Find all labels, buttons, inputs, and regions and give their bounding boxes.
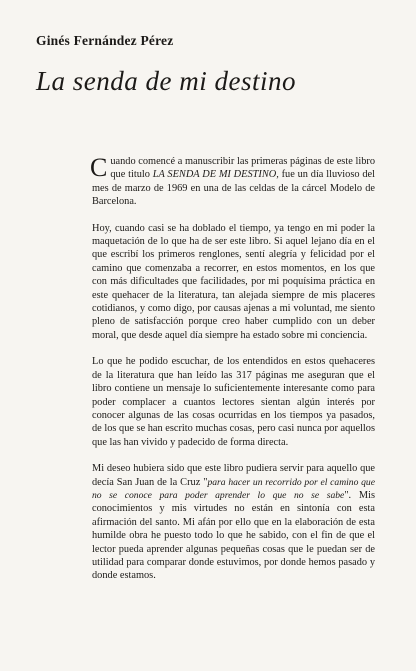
- paragraph-1-text-b: fue un día lluvioso del mes de marzo de 1969 en una de las celdas de la cárcel Modelo de Barcelona.: [92, 169, 375, 208]
- paragraph-1-text-a: uando comencé a manuscribir las primeras páginas de este libro que titulo: [110, 156, 375, 181]
- drop-cap: C: [90, 153, 108, 182]
- book-title: La senda de mi destino: [36, 66, 296, 96]
- paragraph-4-text-b: ". Mis conocimientos y mis virtudes no están en sintonía con esta afirmación del santo. Mi afán por ello que en la elaboración de esta humilde obra he puesto todo lo que he sabido, con el fin de que el lector pueda aprender algunas pequeñas cosas que le puedan ser de utilidad para comparar donde estuvimos, por donde hemos pasado y donde estamos.: [92, 489, 375, 582]
- author-name: Ginés Fernández Pérez: [36, 33, 174, 48]
- paragraph-4-quote: para hacer un recorrido por el camino que no se conoce para poder aprender lo que no se sabe: [92, 476, 375, 501]
- body-text: [92, 155, 375, 596]
- paragraph-1-book-title: LA SENDA DE MI DESTINO,: [152, 169, 279, 181]
- paragraph-3: Lo que he podido escuchar, de los entendidos en estos quehaceres de la literatura que han leído las 317 páginas me aseguran que el libro contiene un mensaje lo suficientemente interesante como para poder complacer a cuantos lectores sientan algún interés por conocer algunas de las cosas ocurridas en los tiempos ya pasados, de los que se han escrito muchas cosas, pero casi nunca por aquellos que las han vivido y padecido de forma directa.: [92, 356, 375, 448]
- paragraph-4-text-a: Mi deseo hubiera sido que este libro pudiera servir para aquello que decía San Juan de la Cruz ": [92, 463, 375, 488]
- paragraph-4: [92, 462, 375, 583]
- paragraph-2: Hoy, cuando casi se ha doblado el tiempo, ya tengo en mi poder la maquetación de lo que ha de ser este libro. Si aquel lejano día en el que escribí los primeros renglones, sentí alegría y felicidad por el camino que comenzaba a recorrer, en estos momentos, en los que con más dificultades que facilidades, por mi poquísima práctica en este quehacer de la literatura, tan alejada siempre de mis placeres cotidianos, y como digo, por causas ajenas a mi voluntad, me siento pleno de satisfacción porque creo haber cumplido con un deber moral, que desde aquel día siempre ha estado sobre mi conciencia.: [92, 222, 375, 341]
- paragraph-1: [92, 155, 375, 209]
